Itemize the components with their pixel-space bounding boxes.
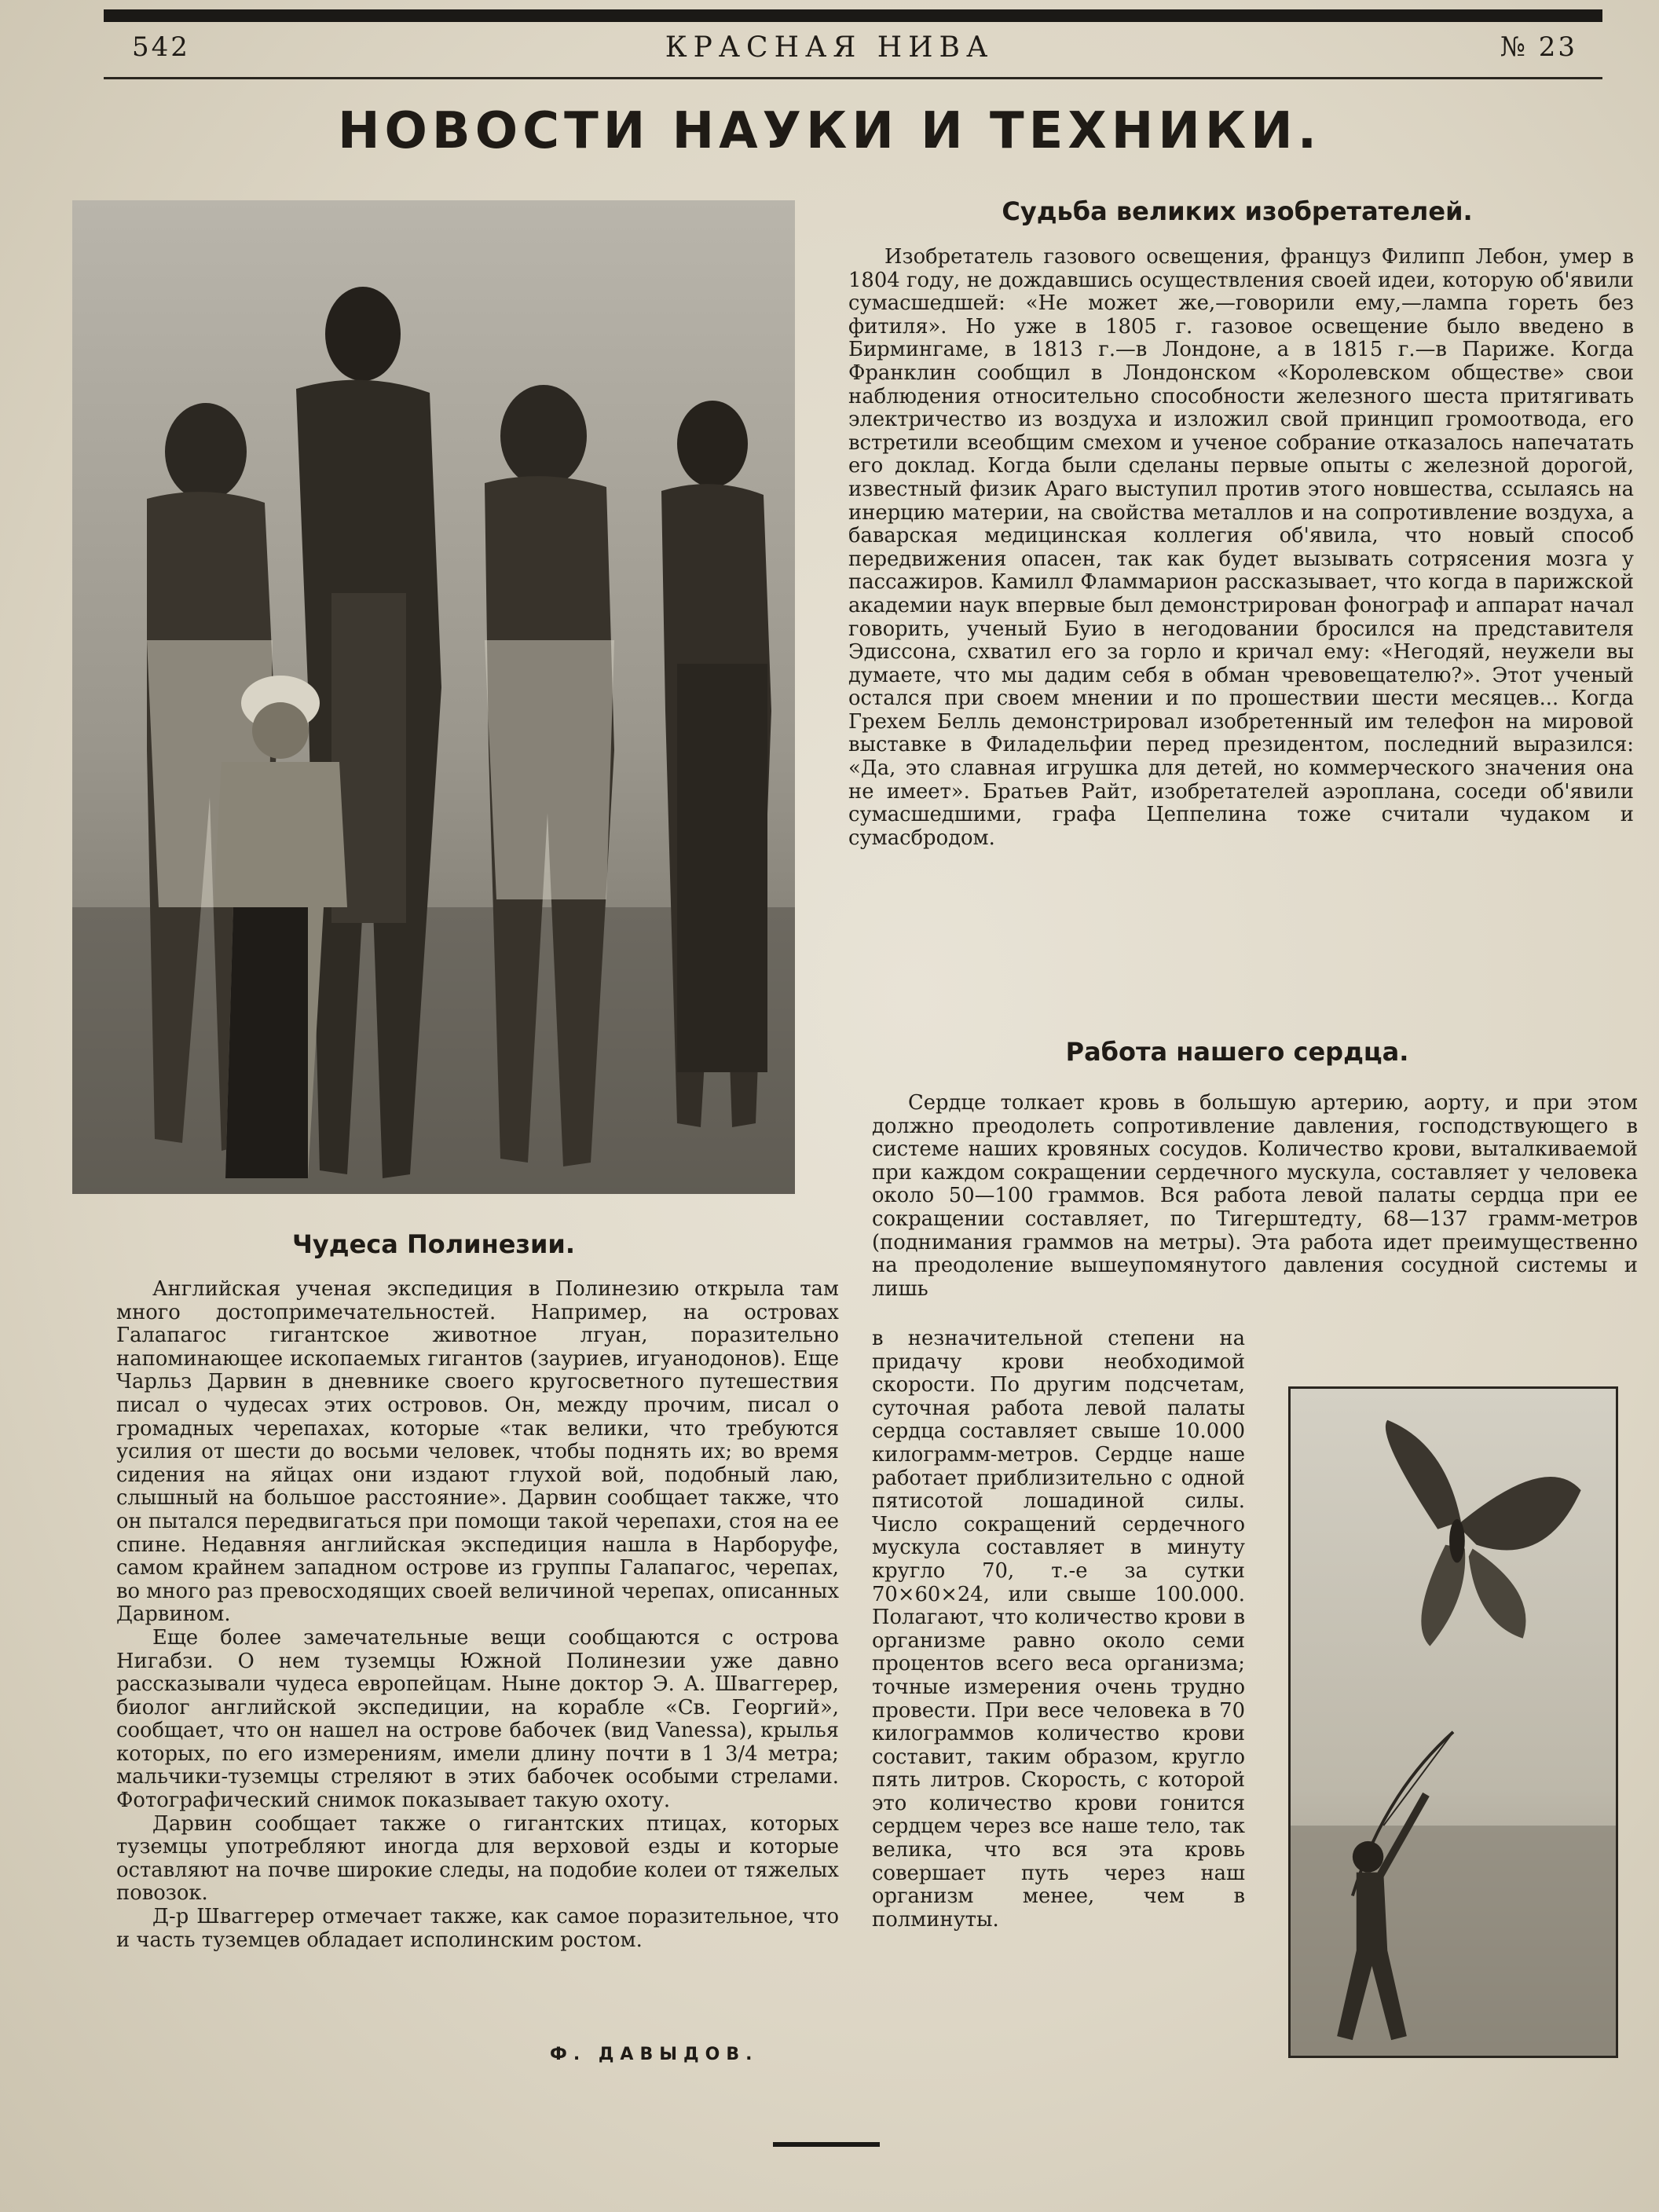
- article-polynesia-body: [116, 1278, 839, 1952]
- paragraph: Дарвин сообщает также о гигантских птицах, которых туземцы употребляют иногда для верховой езды и которые оставляют на почве широкие следы, на подобие колеи от тяжелых повозок.: [116, 1811, 839, 1906]
- headline-polynesia: Чудеса Полинезии.: [292, 1229, 575, 1259]
- paragraph: Изобретатель газового освещения, француз Филипп Лебон, умер в 1804 году, не дождавшись осуществления своей идеи, которую об'явили сумасшедшей: «Не может же,—говорили ему,—лампа гореть без фитиля». Но уже в 1805 г. газовое освещение было введено в Бирмингаме, в 1813 г.—в Лондоне, а в 1815 г.—в Париже. Когда Франклин сообщил в Лондонском «Королевском обществе» свои наблюдения относительно способности железного шеста притягивать электричество из воздуха и изложил свой принцип громоотвода, его встретили всеобщим смехом и ученое собрание отказалось напечатать его доклад. Когда были сделаны первые опыты с железной дорогой, известный физик Араго выступил против этого новшества, ссылаясь на инерцию материи, на свойства металлов и на сопротивление воздуха, а баварская медицинская коллегия об'явила, что новый способ передвижения опасен, так как будет вызывать сотрясения мозга у пассажиров. Камилл Фламмарион рассказывает, что когда в парижской академии наук впервые был демонстрирован фонограф и аппарат начал говорить, ученый Буио в негодовании бросился на представителя Эдиссона, схватил его за горло и кричал ему: «Негодяй, неужели вы думаете, что мы дадим себя в обман чревовещателю?». Этот ученый остался при своем мнении и по прошествии шести месяцев... Когда Грехем Белль демонстрировал изобретенный им телефон на мировой выставке в Филадельфии перед президентом, последний выразился: «Да, это славная игрушка для детей, но коммерческого значения она не имеет». Братьев Райт, изобретателей аэроплана, соседи об'явили сумасшедшими, графа Цеппелина тоже считали чудаком и сумасбродом.: [848, 245, 1634, 850]
- paragraph: Сердце толкает кровь в большую артерию, аорту, и при этом должно преодолеть сопротивление давления, господствующего в системе наших кровяных сосудов. Количество крови, выталкиваемой при каждом сокращении сердечного мускула, составляет у человека около 50—100 граммов. Вся работа левой палаты сердца при ее сокращении составляет, по Тигерштедту, 68—137 грамм-метров (поднимания граммов на метры). Эта работа идет преимущественно на преодоление вышеупомянутого давления сосудной системы и лишь: [872, 1091, 1638, 1301]
- headline-heart: Работа нашего сердца.: [1065, 1037, 1409, 1067]
- group-photo: [72, 200, 795, 1194]
- article-heart-body-wide: [872, 1092, 1638, 1301]
- butterfly-hunt-photo: [1288, 1386, 1618, 2058]
- headline-inventors: Судьба великих изобретателей.: [1002, 196, 1473, 226]
- section-title: НОВОСТИ НАУКИ И ТЕХНИКИ.: [337, 102, 1322, 160]
- magazine-title: КРАСНАЯ НИВА: [665, 31, 994, 64]
- issue-number: № 23: [1500, 31, 1577, 63]
- page-number: 542: [132, 31, 190, 63]
- article-inventors-body: [848, 246, 1634, 850]
- paragraph: Английская ученая экспедиция в Полинезию открыла там много достопримечательностей. Например, на островах Галапагос гигантское животное лгуан, поразительно напоминающее ископаемых гигантов (зауриев, игуанодонов). Еще Чарльз Дарвин в дневнике своего кругосветного путешествия писал о чудесах этих островов. Он, между прочим, писал о громадных черепахах, которые «так велики, что требуются усилия от шести до восьми человек, чтобы поднять их; во время сидения на яйцах они издают глухой вой, подобный лаю, слышный на большое расстояние». Дарвин сообщает также, что он пытался передвигаться при помощи такой черепахи, стоя на ее спине. Недавняя английская экспедиция нашла в Нарборуфе, самом крайнем западном острове из группы Галапагос, черепах, во много раз превосходящих своей величиной черепах, описанных Дарвином.: [116, 1277, 839, 1627]
- article-heart-body-narrow: [872, 1328, 1245, 1932]
- bottom-rule: [773, 2142, 880, 2147]
- author-signature: Ф. ДАВЫДОВ.: [550, 2045, 759, 2064]
- header-rule: [104, 77, 1602, 79]
- paragraph: в незначительной степени на придачу крови необходимой скорости. По другим подсчетам, суточная работа левой палаты сердца составляет свыше 10.000 килограмм-метров. Сердце наше работает приблизительно с одной пятисотой лошадиной силы. Число сокращений сердечного мускула составляет в минуту кругло 70, т.-е за сутки 70×60×24, или свыше 100.000. Полагают, что количество крови в организме равно около семи процентов всего веса организма; точные измерения очень трудно провести. При весе человека в 70 килограммов количество крови составит, таким образом, кругло пять литров. Скорость, с которой это количество крови гонится сердцем через все наше тело, так велика, что вся эта кровь совершает путь через наш организм менее, чем в полминуты.: [872, 1327, 1245, 1932]
- top-rule: [104, 9, 1602, 22]
- paragraph: Д-р Швaггерер отмечает также, как самое поразительное, что и часть туземцев обладает исполинским ростом.: [116, 1905, 839, 1952]
- paragraph: Еще более замечательные вещи сообщаются с острова Нигабзи. О нем туземцы Южной Полинезии уже давно рассказывали чудеса европейцам. Ныне доктор Э. А. Швaггерер, биолог английской экспедиции, на корабле «Св. Георгий», сообщает, что он нашел на острове бабочек (вид Vanessa), крылья которых, по его измерениям, имели длину почти в 1 3/4 метра; мальчики-туземцы стреляют в этих бабочек особыми стрелами. Фотографический снимок показывает такую охоту.: [116, 1625, 839, 1813]
